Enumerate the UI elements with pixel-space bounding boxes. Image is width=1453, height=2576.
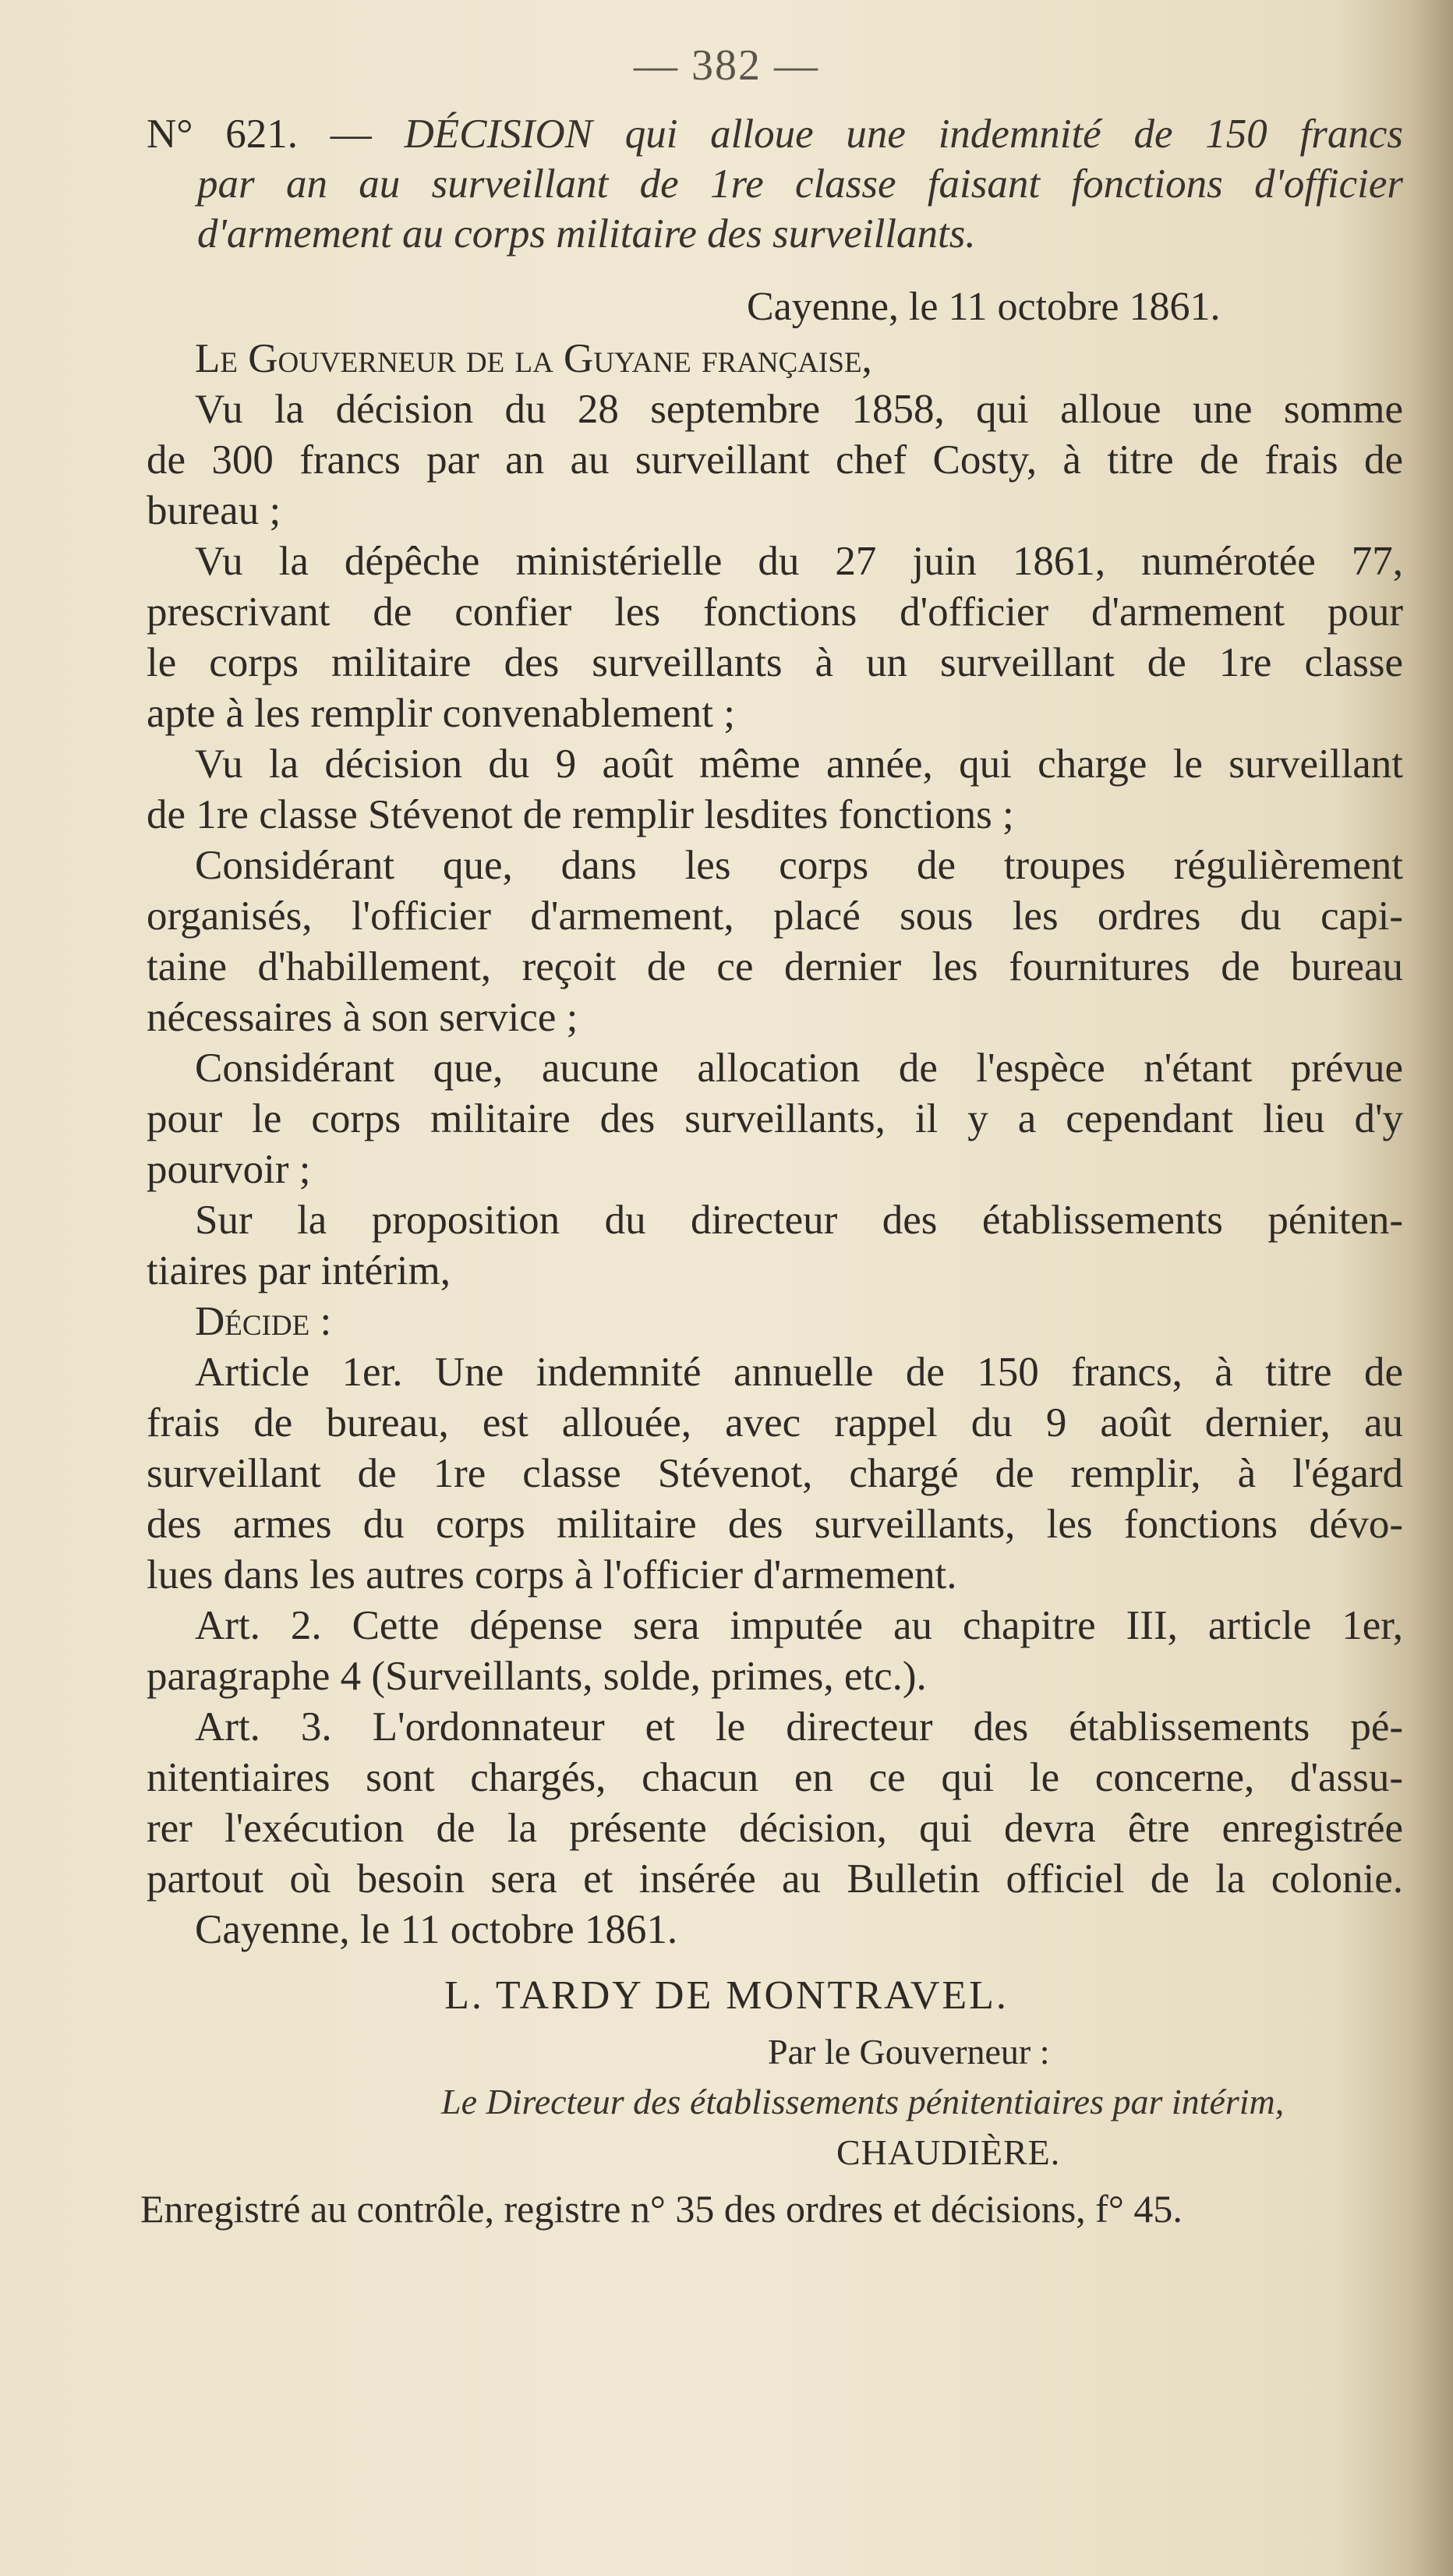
body-line: pour le corps militaire des surveillants, il y a cependant lieu d'y bbox=[147, 1096, 1403, 1141]
body-line: Considérant que, aucune allocation de l'espèce n'étant prévue bbox=[195, 1046, 1403, 1091]
article-line: des armes du corps militaire des surveillants, les fonctions dévo- bbox=[147, 1502, 1403, 1547]
article-line: surveillant de 1re classe Stévenot, chargé de remplir, à l'égard bbox=[147, 1451, 1403, 1496]
signature-name: L. TARDY DE MONTRAVEL. bbox=[444, 1973, 1009, 2018]
article-line: paragraphe 4 (Surveillants, solde, primes, etc.). bbox=[147, 1654, 927, 1699]
body-line: de 300 francs par an au surveillant chef Costy, à titre de frais de bbox=[147, 437, 1403, 483]
body-line: Vu la dépêche ministérielle du 27 juin 1861, numérotée 77, bbox=[195, 539, 1403, 584]
body-line: Vu la décision du 28 septembre 1858, qui alloue une somme bbox=[195, 387, 1403, 432]
body-line: Le Gouverneur de la Guyane française, bbox=[195, 336, 872, 381]
signer-name: CHAUDIÈRE. bbox=[836, 2132, 1061, 2172]
body-line: de 1re classe Stévenot de remplir lesdites fonctions ; bbox=[147, 792, 1014, 837]
page-number: — 382 — bbox=[634, 41, 819, 90]
article-line: frais de bureau, est allouée, avec rappel du 9 août dernier, au bbox=[147, 1400, 1403, 1445]
signature-by: Par le Gouverneur : bbox=[768, 2032, 1050, 2072]
registration-note: Enregistré au contrôle, registre n° 35 des ordres et décisions, f° 45. bbox=[140, 2187, 1183, 2231]
body-line: pourvoir ; bbox=[147, 1147, 311, 1192]
date-line: Cayenne, le 11 octobre 1861. bbox=[747, 285, 1221, 329]
heading-line-1 bbox=[147, 109, 1403, 159]
article-line: Art. 2. Cette dépense sera imputée au chapitre III, article 1er, bbox=[195, 1603, 1403, 1648]
heading-dash: — bbox=[330, 111, 372, 157]
closing-date: Cayenne, le 11 octobre 1861. bbox=[195, 1907, 678, 1952]
decision-number: N° 621. bbox=[147, 111, 298, 157]
article-line: partout où besoin sera et insérée au Bulletin officiel de la colonie. bbox=[147, 1856, 1403, 1902]
article-line: Article 1er. Une indemnité annuelle de 150 francs, à titre de bbox=[195, 1350, 1403, 1395]
signature-title: Le Directeur des établissements pénitentiaires par intérim, bbox=[441, 2082, 1285, 2121]
body-line: le corps militaire des surveillants à un surveillant de 1re classe bbox=[147, 640, 1403, 685]
article-line: rer l'exécution de la présente décision, qui devra être enregistrée bbox=[147, 1806, 1403, 1851]
body-line: bureau ; bbox=[147, 488, 281, 533]
body-line: nécessaires à son service ; bbox=[147, 995, 578, 1040]
article-line: lues dans les autres corps à l'officier d'armement. bbox=[147, 1552, 957, 1598]
body-line: prescrivant de confier les fonctions d'officier d'armement pour bbox=[147, 589, 1403, 635]
body-line: organisés, l'officier d'armement, placé sous les ordres du capi- bbox=[147, 893, 1403, 939]
body-line: tiaires par intérim, bbox=[147, 1248, 451, 1293]
heading-title: DÉCISION qui alloue une indemnité de 150 francs bbox=[404, 111, 1404, 157]
heading-line-2: par an au surveillant de 1re classe faisant fonctions d'officier bbox=[197, 161, 1403, 207]
body-line: taine d'habillement, reçoit de ce dernier les fournitures de bureau bbox=[147, 944, 1403, 989]
article-line: nitentiaires sont chargés, chacun en ce qui le concerne, d'assu- bbox=[147, 1755, 1403, 1800]
article-line: Art. 3. L'ordonnateur et le directeur des établissements pé- bbox=[195, 1704, 1403, 1750]
heading-line-3: d'armement au corps militaire des surveillants. bbox=[197, 211, 976, 257]
body-line: Vu la décision du 9 août même année, qui charge le surveillant bbox=[195, 741, 1403, 787]
body-line: Sur la proposition du directeur des établissements péniten- bbox=[195, 1198, 1403, 1243]
body-line: apte à les remplir convenablement ; bbox=[147, 691, 735, 736]
body-line: Considérant que, dans les corps de troupes régulièrement bbox=[195, 843, 1403, 888]
decide-label: Décide : bbox=[195, 1299, 332, 1344]
